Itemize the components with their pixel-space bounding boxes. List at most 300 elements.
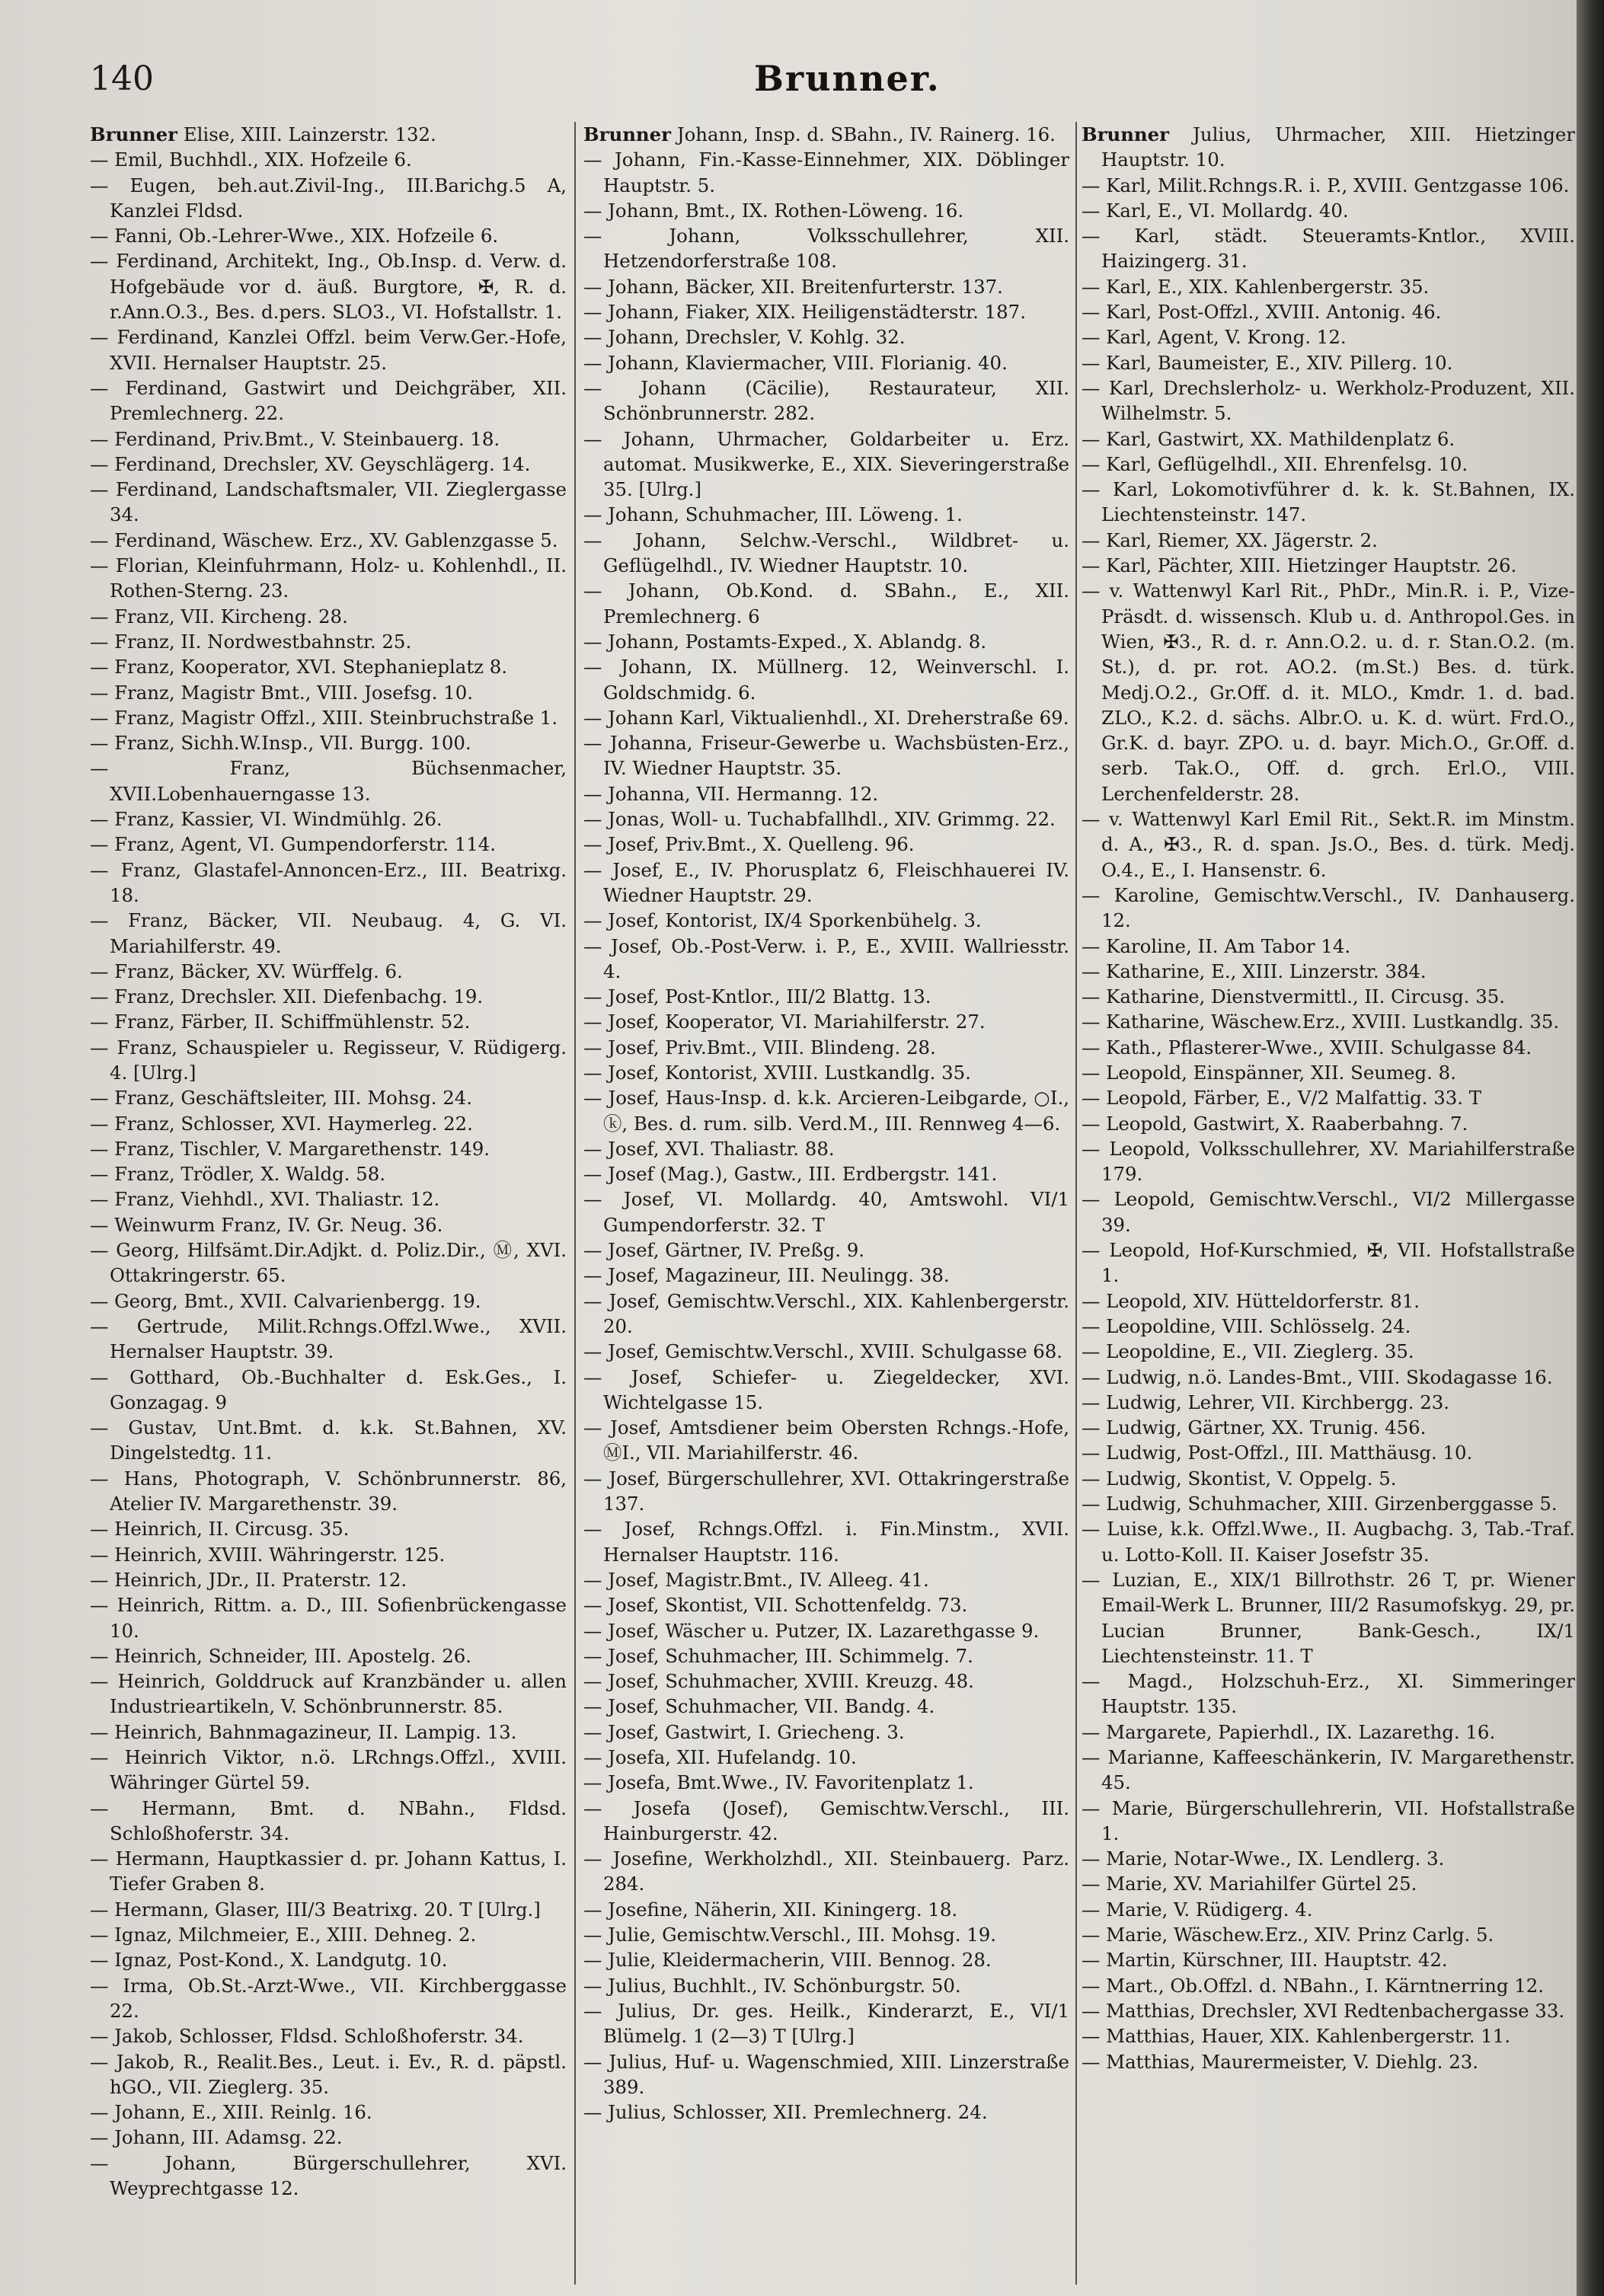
- entry-text: — Ignaz, Milchmeier, E., XIII. Dehneg. 2.: [90, 1924, 477, 1946]
- entry-text: — Katharine, Wäschew.Erz., XVIII. Lustkandlg. 35.: [1082, 1011, 1560, 1033]
- directory-entry: [90, 604, 567, 629]
- directory-entry: [583, 629, 1069, 654]
- directory-entry: [90, 1897, 567, 1922]
- directory-entry: [1082, 198, 1575, 223]
- entry-text: — Georg, Hilfsämt.Dir.Adjkt. d. Poliz.Dir., Ⓜ, XVI. Ottakringerstr. 65.: [90, 1239, 567, 1287]
- directory-entry: [90, 1237, 567, 1289]
- entry-text: Johann, Insp. d. SBahn., IV. Rainerg. 16.: [676, 123, 1056, 145]
- entry-text: Elise, XIII. Lainzerstr. 132.: [183, 123, 436, 145]
- directory-entry: [90, 705, 567, 730]
- entry-text: — Karl, E., VI. Mollardg. 40.: [1082, 199, 1349, 222]
- directory-entry: [583, 984, 1069, 1009]
- directory-entry: [1082, 375, 1575, 426]
- entry-text: — Johann, Volksschullehrer, XII. Hetzendorferstraße 108.: [583, 225, 1069, 273]
- directory-entry: [90, 908, 567, 959]
- entry-text: — Franz, Agent, VI. Gumpendorferstr. 114.: [90, 833, 497, 856]
- directory-entry: [583, 426, 1069, 503]
- entry-text: — Weinwurm Franz, IV. Gr. Neug. 36.: [90, 1213, 443, 1236]
- directory-entry: [90, 1745, 567, 1796]
- entry-text: — Josef, Magistr.Bmt., IV. Alleeg. 41.: [583, 1568, 929, 1591]
- directory-entry: [1082, 984, 1575, 1009]
- entry-text: — Josef, Gastwirt, I. Griecheng. 3.: [583, 1720, 905, 1743]
- directory-entry: [1082, 274, 1575, 299]
- entry-text: — Johann, E., XIII. Reinlg. 16.: [90, 2101, 372, 2124]
- directory-entry: [583, 832, 1069, 857]
- directory-entry: [583, 1567, 1069, 1592]
- directory-entry: [583, 1339, 1069, 1364]
- directory-entry: [90, 1035, 567, 1086]
- directory-entry: [90, 1796, 567, 1847]
- entry-text: — v. Wattenwyl Karl Emil Rit., Sekt.R. im Minstm. d. A., ✠3., R. d. span. Js.O., Bes. d. türk. Medj. O.4., E., I. Hansenstr. 6.: [1082, 808, 1575, 881]
- entry-text: — Karl, Baumeister, E., XIV. Pillerg. 10.: [1082, 351, 1453, 374]
- entry-text: — Franz, Büchsenmacher, XVII.Lobenhauerngasse 13.: [90, 757, 567, 805]
- directory-entry: [1082, 477, 1575, 528]
- directory-entry: [1082, 1720, 1575, 1745]
- entry-text: — Karl, Gastwirt, XX. Mathildenplatz 6.: [1082, 427, 1455, 450]
- directory-entry: [90, 1643, 567, 1669]
- entry-text: — Karl, Agent, V. Krong. 12.: [1082, 326, 1347, 349]
- entry-text: — Luise, k.k. Offzl.Wwe., II. Augbachg. 3, Tab.-Traf. u. Lotto-Koll. II. Kaiser Josefstr 35.: [1082, 1518, 1575, 1566]
- directory-entry: [583, 1922, 1069, 1947]
- directory-entry: [90, 1085, 567, 1110]
- entry-text: — Franz, Bäcker, XV. Würffelg. 6.: [90, 960, 403, 982]
- directory-entry: [1082, 578, 1575, 806]
- entry-text: — Ludwig, Lehrer, VII. Kirchbergg. 23.: [1082, 1391, 1450, 1413]
- entry-text: — Franz, Viehhdl., XVI. Thaliastr. 12.: [90, 1188, 440, 1211]
- entry-text: — Hermann, Glaser, III/3 Beatrixg. 20. T [Ulrg.]: [90, 1898, 541, 1921]
- directory-entry: [1082, 2049, 1575, 2074]
- entry-text: — Hermann, Bmt. d. NBahn., Fldsd. Schloßhoferstr. 34.: [90, 1796, 567, 1844]
- directory-entry: [583, 1618, 1069, 1643]
- entry-text: — Heinrich, II. Circusg. 35.: [90, 1518, 350, 1541]
- directory-entry: [90, 477, 567, 528]
- entry-text: — Gustav, Unt.Bmt. d. k.k. St.Bahnen, XV. Dingelstedtg. 11.: [90, 1416, 567, 1464]
- directory-entry: [583, 1973, 1069, 1998]
- directory-entry: [90, 1720, 567, 1745]
- directory-entry: [1082, 1339, 1575, 1364]
- directory-entry: [90, 1136, 567, 1161]
- entry-text: — Marie, Notar-Wwe., IX. Lendlerg. 3.: [1082, 1847, 1445, 1870]
- entry-text: — Johann, Fin.-Kasse-Einnehmer, XIX. Döblinger Hauptstr. 5.: [583, 148, 1069, 196]
- directory-entry: [1082, 1897, 1575, 1922]
- page-number: 140: [90, 59, 154, 98]
- directory-entry: [1082, 1060, 1575, 1085]
- entry-text: — Jakob, Schlosser, Fldsd. Schloßhoferstr. 34.: [90, 2025, 524, 2048]
- directory-entry: [1082, 1009, 1575, 1034]
- entry-text: — Johann, Drechsler, V. Kohlg. 32.: [583, 326, 906, 349]
- directory-entry: [583, 654, 1069, 705]
- entry-text: — Franz, VII. Kircheng. 28.: [90, 605, 348, 627]
- entry-text: — Johann, Postamts-Exped., X. Ablandg. 8.: [583, 630, 987, 653]
- entry-text: — Hermann, Hauptkassier d. pr. Johann Kattus, I. Tiefer Graben 8.: [90, 1847, 567, 1895]
- directory-entry: [1082, 2023, 1575, 2049]
- entry-text: — Magd., Holzschuh-Erz., XI. Simmeringer Hauptstr. 135.: [1082, 1670, 1575, 1718]
- directory-entry: [1082, 173, 1575, 198]
- entry-text: — Julie, Gemischtw.Verschl., III. Mohsg. 19.: [583, 1924, 997, 1946]
- entry-text: — Katharine, Dienstvermittl., II. Circusg. 35.: [1082, 985, 1506, 1008]
- directory-entry: [583, 1770, 1069, 1795]
- entry-text: — Josef, Wäscher u. Putzer, IX. Lazarethgasse 9.: [583, 1619, 1040, 1642]
- page-header: [0, 53, 1577, 107]
- directory-entry: [1082, 1415, 1575, 1440]
- entry-text: — Leopold, Gemischtw.Verschl., VI/2 Millergasse 39.: [1082, 1188, 1575, 1236]
- entry-text: — Leopold, XIV. Hütteldorferstr. 81.: [1082, 1289, 1420, 1312]
- directory-entry: [90, 730, 567, 755]
- entry-text: — Luzian, E., XIX/1 Billrothstr. 26 T, pr. Wiener Email-Werk L. Brunner, III/2 Rasumofskyg. 29, pr. Lucian Brunner, Bank-Gesch., IX/1 Liechtensteinstr. 11. T: [1082, 1568, 1575, 1667]
- entry-text: — Johann Karl, Viktualienhdl., XI. Dreherstraße 69.: [583, 706, 1069, 729]
- directory-entry: [583, 2100, 1069, 2125]
- directory-entry: [583, 122, 1069, 147]
- entry-text: — Marie, Bürgerschullehrerin, VII. Hofstallstraße 1.: [1082, 1796, 1575, 1844]
- entry-text: — Johann, Uhrmacher, Goldarbeiter u. Erz. automat. Musikwerke, E., XIX. Sieveringerstraße 35. [Ulrg.]: [583, 427, 1069, 501]
- directory-entry: [583, 1186, 1069, 1237]
- directory-entry: [90, 1289, 567, 1314]
- directory-entry: [583, 781, 1069, 806]
- entry-text: — Ferdinand, Priv.Bmt., V. Steinbauerg. 18.: [90, 427, 500, 450]
- directory-entry: [1082, 806, 1575, 883]
- entry-text: — Josef, Haus-Insp. d. k.k. Arcieren-Leibgarde, ○I., ⓚ, Bes. d. rum. silb. Verd.M., III. Rennweg 4—6.: [583, 1087, 1069, 1135]
- directory-entry: [1082, 1871, 1575, 1896]
- entry-text: — Jonas, Woll- u. Tuchabfallhdl., XIV. Grimmg. 22.: [583, 808, 1056, 831]
- entry-text: — Josefine, Näherin, XII. Kiningerg. 18.: [583, 1898, 958, 1921]
- entry-text: — Josef, Bürgerschullehrer, XVI. Ottakringerstraße 137.: [583, 1467, 1069, 1515]
- entry-text: — Johann, III. Adamsg. 22.: [90, 2126, 343, 2149]
- directory-entry: [583, 1009, 1069, 1034]
- entry-text: — Josef, Schuhmacher, XVIII. Kreuzg. 48.: [583, 1670, 974, 1693]
- entry-text: — Johann, Bürgerschullehrer, XVI. Weyprechtgasse 12.: [90, 2151, 567, 2200]
- directory-entry: [1082, 1973, 1575, 1998]
- directory-entry: [1082, 553, 1575, 578]
- directory-entry: [583, 1466, 1069, 1517]
- entry-text: — Johann, Klaviermacher, VIII. Florianig. 40.: [583, 351, 1008, 374]
- directory-entry: [583, 1161, 1069, 1186]
- directory-entry: [90, 147, 567, 172]
- entry-text: — Karl, Drechslerholz- u. Werkholz-Produzent, XII. Wilhelmstr. 5.: [1082, 376, 1575, 425]
- directory-entry: [90, 553, 567, 604]
- entry-text: — Margarete, Papierhdl., IX. Lazarethg. 16.: [1082, 1720, 1496, 1743]
- directory-entry: [1082, 1365, 1575, 1390]
- entry-text: — Karoline, II. Am Tabor 14.: [1082, 934, 1351, 957]
- entry-text: — Matthias, Hauer, XIX. Kahlenbergerstr. 11.: [1082, 2025, 1511, 2048]
- directory-entry: [1082, 1491, 1575, 1516]
- directory-entry: [583, 274, 1069, 299]
- entry-text: — Florian, Kleinfuhrmann, Holz- u. Kohlenhdl., II. Rothen-Sterng. 23.: [90, 554, 567, 602]
- entry-text: — Karl, Milit.Rchngs.R. i. P., XVIII. Gentzgasse 106.: [1082, 174, 1570, 196]
- directory-entry: [583, 1415, 1069, 1466]
- directory-entry: [1082, 1111, 1575, 1136]
- directory-entry: [583, 1998, 1069, 2049]
- directory-entry: [90, 2049, 567, 2100]
- entry-text: — Josef, E., IV. Phorusplatz 6, Fleischhauerei IV. Wiedner Hauptstr. 29.: [583, 858, 1069, 906]
- entry-text: — Heinrich, XVIII. Währingerstr. 125.: [90, 1543, 446, 1566]
- directory-entry: [583, 223, 1069, 274]
- directory-entry: [90, 248, 567, 324]
- entry-text: — Julius, Huf- u. Wagenschmied, XIII. Linzerstraße 389.: [583, 2050, 1069, 2098]
- directory-entry: [1082, 426, 1575, 452]
- column-2: [583, 122, 1069, 2285]
- entry-text: — Josef, Kontorist, IX/4 Sporkenbühelg. 3.: [583, 909, 982, 932]
- entry-surname: Brunner: [90, 123, 178, 145]
- directory-entry: [583, 934, 1069, 985]
- directory-entry: [583, 198, 1069, 223]
- entry-text: — Ludwig, n.ö. Landes-Bmt., VIII. Skodagasse 16.: [1082, 1365, 1553, 1388]
- entry-text: — Franz, Schlosser, XVI. Haymerleg. 22.: [90, 1112, 473, 1135]
- directory-entry: [90, 2151, 567, 2202]
- entry-text: — Julius, Schlosser, XII. Premlechnerg. 24.: [583, 2101, 988, 2124]
- directory-entry: [90, 1009, 567, 1034]
- directory-entry: [90, 452, 567, 477]
- entry-text: — Franz, II. Nordwestbahnstr. 25.: [90, 630, 412, 653]
- entry-text: — Josefine, Werkholzhdl., XII. Steinbauerg. Parz. 284.: [583, 1847, 1069, 1895]
- entry-text: — v. Wattenwyl Karl Rit., PhDr., Min.R. i. P., Vize-Präsdt. d. wissensch. Klub u. d. Anthropol.Ges. in Wien, ✠3., R. d. r. Ann.O.2. u. d. r. Stan.O.2. (m. St.), d. pr. rot. AO.2. (m.St.) Bes. d. türk. Medj.O.2., Gr.Off. d. it. MLO., Kmdr. 1. d. bad. ZLO., K.2. d. sächs. Albr.O. u. K. d. würt. Frd.O., Gr.K. d. bayr. ZPO. u. d. bayr. Mich.O., Gr.Off. d. serb. Tak.O., Off. d. grch. Erl.O., VIII. Lerchenfelderstr. 28.: [1082, 580, 1575, 805]
- directory-entry: [583, 1060, 1069, 1085]
- entry-text: — Leopold, Einspänner, XII. Seumeg. 8.: [1082, 1061, 1456, 1084]
- entry-text: — Georg, Bmt., XVII. Calvarienbergg. 19.: [90, 1289, 481, 1312]
- entry-text: — Gertrude, Milit.Rchngs.Offzl.Wwe., XVII. Hernalser Hauptstr. 39.: [90, 1314, 567, 1363]
- directory-entry: [1082, 1846, 1575, 1871]
- entry-text: — Karl, Post-Offzl., XVIII. Antonig. 46.: [1082, 301, 1442, 324]
- entry-text: — Franz, Kassier, VI. Windmühlg. 26.: [90, 808, 443, 831]
- directory-entry: [90, 806, 567, 832]
- directory-entry: [90, 173, 567, 224]
- entry-text: — Josef, Schuhmacher, III. Schimmelg. 7.: [583, 1644, 973, 1667]
- entry-text: — Karl, städt. Steueramts-Kntlor., XVIII. Haizingerg. 31.: [1082, 225, 1575, 273]
- entry-text: — Marie, V. Rüdigerg. 4.: [1082, 1898, 1313, 1921]
- directory-entry: [90, 1516, 567, 1541]
- entry-text: — Julius, Buchhlt., IV. Schönburgstr. 50.: [583, 1974, 961, 1997]
- directory-entry: [583, 375, 1069, 426]
- entry-text: — Josef, Schiefer- u. Ziegeldecker, XVI. Wichtelgasse 15.: [583, 1365, 1069, 1413]
- directory-entry: [1082, 1440, 1575, 1465]
- entry-text: — Franz, Geschäftsleiter, III. Mohsg. 24.: [90, 1087, 472, 1110]
- entry-text: — Marie, XV. Mariahilfer Gürtel 25.: [1082, 1873, 1417, 1895]
- entry-text: — Leopoldine, E., VII. Zieglerg. 35.: [1082, 1340, 1414, 1363]
- directory-entry: [583, 1846, 1069, 1897]
- directory-entry: [90, 654, 567, 679]
- directory-entry: [90, 857, 567, 909]
- directory-entry: [90, 832, 567, 857]
- directory-entry: [1082, 1289, 1575, 1314]
- running-head: Brunner.: [754, 58, 941, 99]
- directory-entry: [90, 1111, 567, 1136]
- directory-entry: [90, 1567, 567, 1592]
- directory-entry: [1082, 299, 1575, 324]
- entry-text: — Josef, VI. Mollardg. 40, Amtswohl. VI/1 Gumpendorferstr. 32. T: [583, 1188, 1069, 1236]
- entry-text: — Ferdinand, Drechsler, XV. Geyschlägerg. 14.: [90, 452, 531, 475]
- entry-text: — Josef, Kontorist, XVIII. Lustkandlg. 35.: [583, 1061, 971, 1084]
- entry-text: — Johann (Cäcilie), Restaurateur, XII. Schönbrunnerstr. 282.: [583, 376, 1069, 425]
- column-rule: [574, 122, 576, 2285]
- entry-text: — Ludwig, Skontist, V. Oppelg. 5.: [1082, 1467, 1397, 1490]
- entry-text: — Marianne, Kaffeeschänkerin, IV. Margarethenstr. 45.: [1082, 1746, 1575, 1794]
- entry-text: — Leopold, Färber, E., V/2 Malfattig. 33. T: [1082, 1087, 1482, 1110]
- directory-entry: [583, 2049, 1069, 2100]
- directory-entry: [583, 1136, 1069, 1161]
- entry-text: — Karl, Geflügelhdl., XII. Ehrenfelsg. 10.: [1082, 452, 1468, 475]
- entry-text: — Josef, Amtsdiener beim Obersten Rchngs.-Hofe, ⓂI., VII. Mariahilferstr. 46.: [583, 1416, 1069, 1464]
- directory-entry: [90, 1186, 567, 1212]
- directory-entry: [1082, 1998, 1575, 2023]
- entry-text: — Ferdinand, Gastwirt und Deichgräber, XII. Premlechnerg. 22.: [90, 376, 567, 425]
- entry-text: — Karl, Riemer, XX. Jägerstr. 2.: [1082, 528, 1378, 551]
- entry-text: — Johann, Bmt., IX. Rothen-Löweng. 16.: [583, 199, 964, 222]
- column-rule: [1075, 122, 1077, 2285]
- entry-text: — Josefa (Josef), Gemischtw.Verschl., III. Hainburgerstr. 42.: [583, 1796, 1069, 1844]
- directory-entry: [90, 1669, 567, 1720]
- directory-entry: [583, 730, 1069, 781]
- directory-entry: [583, 1745, 1069, 1770]
- directory-entry: [1082, 350, 1575, 375]
- directory-entry: [90, 755, 567, 806]
- entry-text: — Matthias, Drechsler, XVI Redtenbachergasse 33.: [1082, 1999, 1565, 2022]
- entry-text: — Ludwig, Schuhmacher, XIII. Girzenberggasse 5.: [1082, 1493, 1558, 1515]
- directory-entry: [1082, 1237, 1575, 1289]
- entry-text: — Gotthard, Ob.-Buchhalter d. Esk.Ges., I. Gonzagag. 9: [90, 1365, 567, 1413]
- directory-entry: [90, 1922, 567, 1947]
- directory-entry: [90, 2023, 567, 2049]
- entry-text: — Franz, Magistr Offzl., XIII. Steinbruchstraße 1.: [90, 706, 558, 729]
- entry-text: — Mart., Ob.Offzl. d. NBahn., I. Kärntnerring 12.: [1082, 1974, 1545, 1997]
- directory-entry: [583, 1237, 1069, 1263]
- entry-text: — Franz, Sichh.W.Insp., VII. Burgg. 100.: [90, 732, 471, 755]
- entry-text: — Ferdinand, Architekt, Ing., Ob.Insp. d. Verw. d. Hofgebäude vor d. äuß. Burgtore, ✠, R. d. r.Ann.O.3., Bes. d.pers. SLO3., VI. Hofstallstr. 1.: [90, 250, 567, 324]
- entry-text: — Josef, Post-Kntlor., III/2 Blattg. 13.: [583, 985, 931, 1008]
- entry-text: — Josef, XVI. Thaliastr. 88.: [583, 1137, 835, 1160]
- directory-entry: [583, 1669, 1069, 1694]
- directory-entry: [583, 1694, 1069, 1719]
- directory-entry: [90, 528, 567, 553]
- directory-entry: [90, 1542, 567, 1567]
- entry-text: — Franz, Magistr Bmt., VIII. Josefsg. 10.: [90, 681, 473, 704]
- directory-columns: [90, 122, 1575, 2285]
- entry-text: — Josef, Priv.Bmt., VIII. Blindeng. 28.: [583, 1036, 936, 1059]
- entry-text: — Johanna, VII. Hermanng. 12.: [583, 782, 879, 805]
- directory-entry: [583, 1796, 1069, 1847]
- entry-text: — Eugen, beh.aut.Zivil-Ing., III.Barichg.5 A, Kanzlei Fldsd.: [90, 174, 567, 222]
- entry-text: — Johann, Bäcker, XII. Breitenfurterstr. 137.: [583, 275, 1003, 298]
- directory-entry: [583, 705, 1069, 730]
- entry-text: — Josef, Magazineur, III. Neulingg. 38.: [583, 1264, 950, 1287]
- directory-entry: [90, 629, 567, 654]
- entry-text: — Johann, Ob.Kond. d. SBahn., E., XII. Premlechnerg. 6: [583, 580, 1069, 627]
- entry-text: — Franz, Schauspieler u. Regisseur, V. Rüdigerg. 4. [Ulrg.]: [90, 1036, 567, 1084]
- entry-text: — Emil, Buchhdl., XIX. Hofzeile 6.: [90, 148, 412, 171]
- entry-text: — Josefa, Bmt.Wwe., IV. Favoritenplatz 1.: [583, 1771, 974, 1794]
- entry-text: — Martin, Kürschner, III. Hauptstr. 42.: [1082, 1949, 1448, 1972]
- directory-entry: [1082, 452, 1575, 477]
- entry-text: — Irma, Ob.St.-Arzt-Wwe., VII. Kirchberggasse 22.: [90, 1974, 567, 2022]
- entry-text: — Hans, Photograph, V. Schönbrunnerstr. 86, Atelier IV. Margarethenstr. 39.: [90, 1467, 567, 1515]
- entry-text: — Franz, Drechsler. XII. Diefenbachg. 19.: [90, 985, 484, 1008]
- directory-entry: [1082, 883, 1575, 934]
- directory-entry: [90, 1846, 567, 1897]
- entry-text: — Julie, Kleidermacherin, VIII. Bennog. 28.: [583, 1949, 992, 1972]
- directory-entry: [90, 1161, 567, 1186]
- entry-text: — Leopoldine, VIII. Schlösselg. 24.: [1082, 1314, 1411, 1337]
- entry-text: — Josef, Kooperator, VI. Mariahilferstr. 27.: [583, 1011, 986, 1033]
- entry-text: — Franz, Trödler, X. Waldg. 58.: [90, 1163, 385, 1186]
- entry-text: — Johann, Schuhmacher, III. Löweng. 1.: [583, 503, 963, 526]
- entry-text: — Marie, Wäschew.Erz., XIV. Prinz Carlg. 5.: [1082, 1924, 1494, 1946]
- entry-text: — Josef, Gärtner, IV. Preßg. 9.: [583, 1239, 865, 1262]
- entry-text: — Heinrich, Rittm. a. D., III. Sofienbrückengasse 10.: [90, 1594, 567, 1642]
- entry-text: — Johanna, Friseur-Gewerbe u. Wachsbüsten-Erz., IV. Wiedner Hauptstr. 35.: [583, 732, 1069, 780]
- entry-text: — Karoline, Gemischtw.Verschl., IV. Danhauserg. 12.: [1082, 883, 1575, 932]
- directory-entry: [90, 1415, 567, 1466]
- entry-text: — Johann, Selchw.-Verschl., Wildbret- u. Geflügelhdl., IV. Wiedner Hauptstr. 10.: [583, 528, 1069, 577]
- directory-entry: [1082, 1567, 1575, 1669]
- entry-text: — Franz, Färber, II. Schiffmühlenstr. 52.: [90, 1011, 471, 1033]
- directory-entry: [1082, 1745, 1575, 1796]
- directory-entry: [583, 857, 1069, 909]
- directory-entry: [1082, 1314, 1575, 1339]
- entry-text: — Johann, Fiaker, XIX. Heiligenstädterstr. 187.: [583, 301, 1026, 324]
- directory-entry: [1082, 528, 1575, 553]
- directory-entry: [90, 1314, 567, 1365]
- entry-text: — Matthias, Maurermeister, V. Diehlg. 23.: [1082, 2050, 1478, 2073]
- directory-entry: [90, 1466, 567, 1517]
- directory-entry: [583, 147, 1069, 198]
- entry-text: — Josef, Ob.-Post-Verw. i. P., E., XVIII. Wallriesstr. 4.: [583, 934, 1069, 982]
- directory-entry: [583, 350, 1069, 375]
- entry-text: — Leopold, Hof-Kurschmied, ✠, VII. Hofstallstraße 1.: [1082, 1239, 1575, 1287]
- entry-text: — Franz, Kooperator, XVI. Stephanieplatz 8.: [90, 656, 507, 679]
- directory-entry: [1082, 1669, 1575, 1720]
- directory-entry: [90, 324, 567, 375]
- directory-entry: [583, 908, 1069, 933]
- entry-text: — Ignaz, Post-Kond., X. Landgutg. 10.: [90, 1949, 448, 1972]
- entry-text: — Heinrich, Schneider, III. Apostelg. 26.: [90, 1644, 472, 1667]
- directory-entry: [1082, 122, 1575, 173]
- entry-text: — Heinrich Viktor, n.ö. LRchngs.Offzl., XVIII. Währinger Gürtel 59.: [90, 1746, 567, 1794]
- directory-entry: [583, 299, 1069, 324]
- directory-entry: [90, 375, 567, 426]
- directory-entry: [90, 1947, 567, 1972]
- directory-entry: [1082, 1947, 1575, 1972]
- directory-entry: [583, 1365, 1069, 1416]
- entry-text: — Karl, E., XIX. Kahlenbergerstr. 35.: [1082, 275, 1430, 298]
- entry-text: — Heinrich, Golddruck auf Kranzbänder u. allen Industrieartikeln, V. Schönbrunnerstr. 85.: [90, 1670, 567, 1718]
- directory-entry: [583, 324, 1069, 350]
- entry-text: — Kath., Pflasterer-Wwe., XVIII. Schulgasse 84.: [1082, 1036, 1532, 1059]
- directory-entry: [90, 426, 567, 452]
- directory-entry: [583, 1035, 1069, 1060]
- directory-entry: [1082, 1085, 1575, 1110]
- directory-entry: [1082, 324, 1575, 350]
- directory-entry: [1082, 1922, 1575, 1947]
- column-1: [90, 122, 567, 2285]
- entry-text: — Franz, Bäcker, VII. Neubaug. 4, G. VI. Mariahilferstr. 49.: [90, 909, 567, 957]
- directory-entry: [583, 1085, 1069, 1136]
- directory-entry: [90, 2125, 567, 2150]
- entry-text: — Ferdinand, Wäschew. Erz., XV. Gablenzgasse 5.: [90, 528, 558, 551]
- directory-entry: [583, 1947, 1069, 1972]
- directory-entry: [1082, 1186, 1575, 1237]
- entry-text: — Josef, Skontist, VII. Schottenfeldg. 73.: [583, 1594, 968, 1617]
- directory-entry: [1082, 1466, 1575, 1491]
- entry-text: — Ludwig, Post-Offzl., III. Matthäusg. 10.: [1082, 1442, 1473, 1464]
- directory-entry: [1082, 959, 1575, 984]
- entry-text: — Josefa, XII. Hufelandg. 10.: [583, 1746, 857, 1768]
- directory-entry: [90, 122, 567, 147]
- entry-text: Julius, Uhrmacher, XIII. Hietzinger Hauptstr. 10.: [1101, 123, 1575, 171]
- directory-entry: [583, 806, 1069, 832]
- directory-entry: [1082, 1136, 1575, 1187]
- directory-entry: [583, 1516, 1069, 1567]
- directory-entry: [583, 1263, 1069, 1288]
- page-edge: [1577, 0, 1604, 2296]
- entry-text: — Ferdinand, Landschaftsmaler, VII. Zieglergasse 34.: [90, 478, 567, 526]
